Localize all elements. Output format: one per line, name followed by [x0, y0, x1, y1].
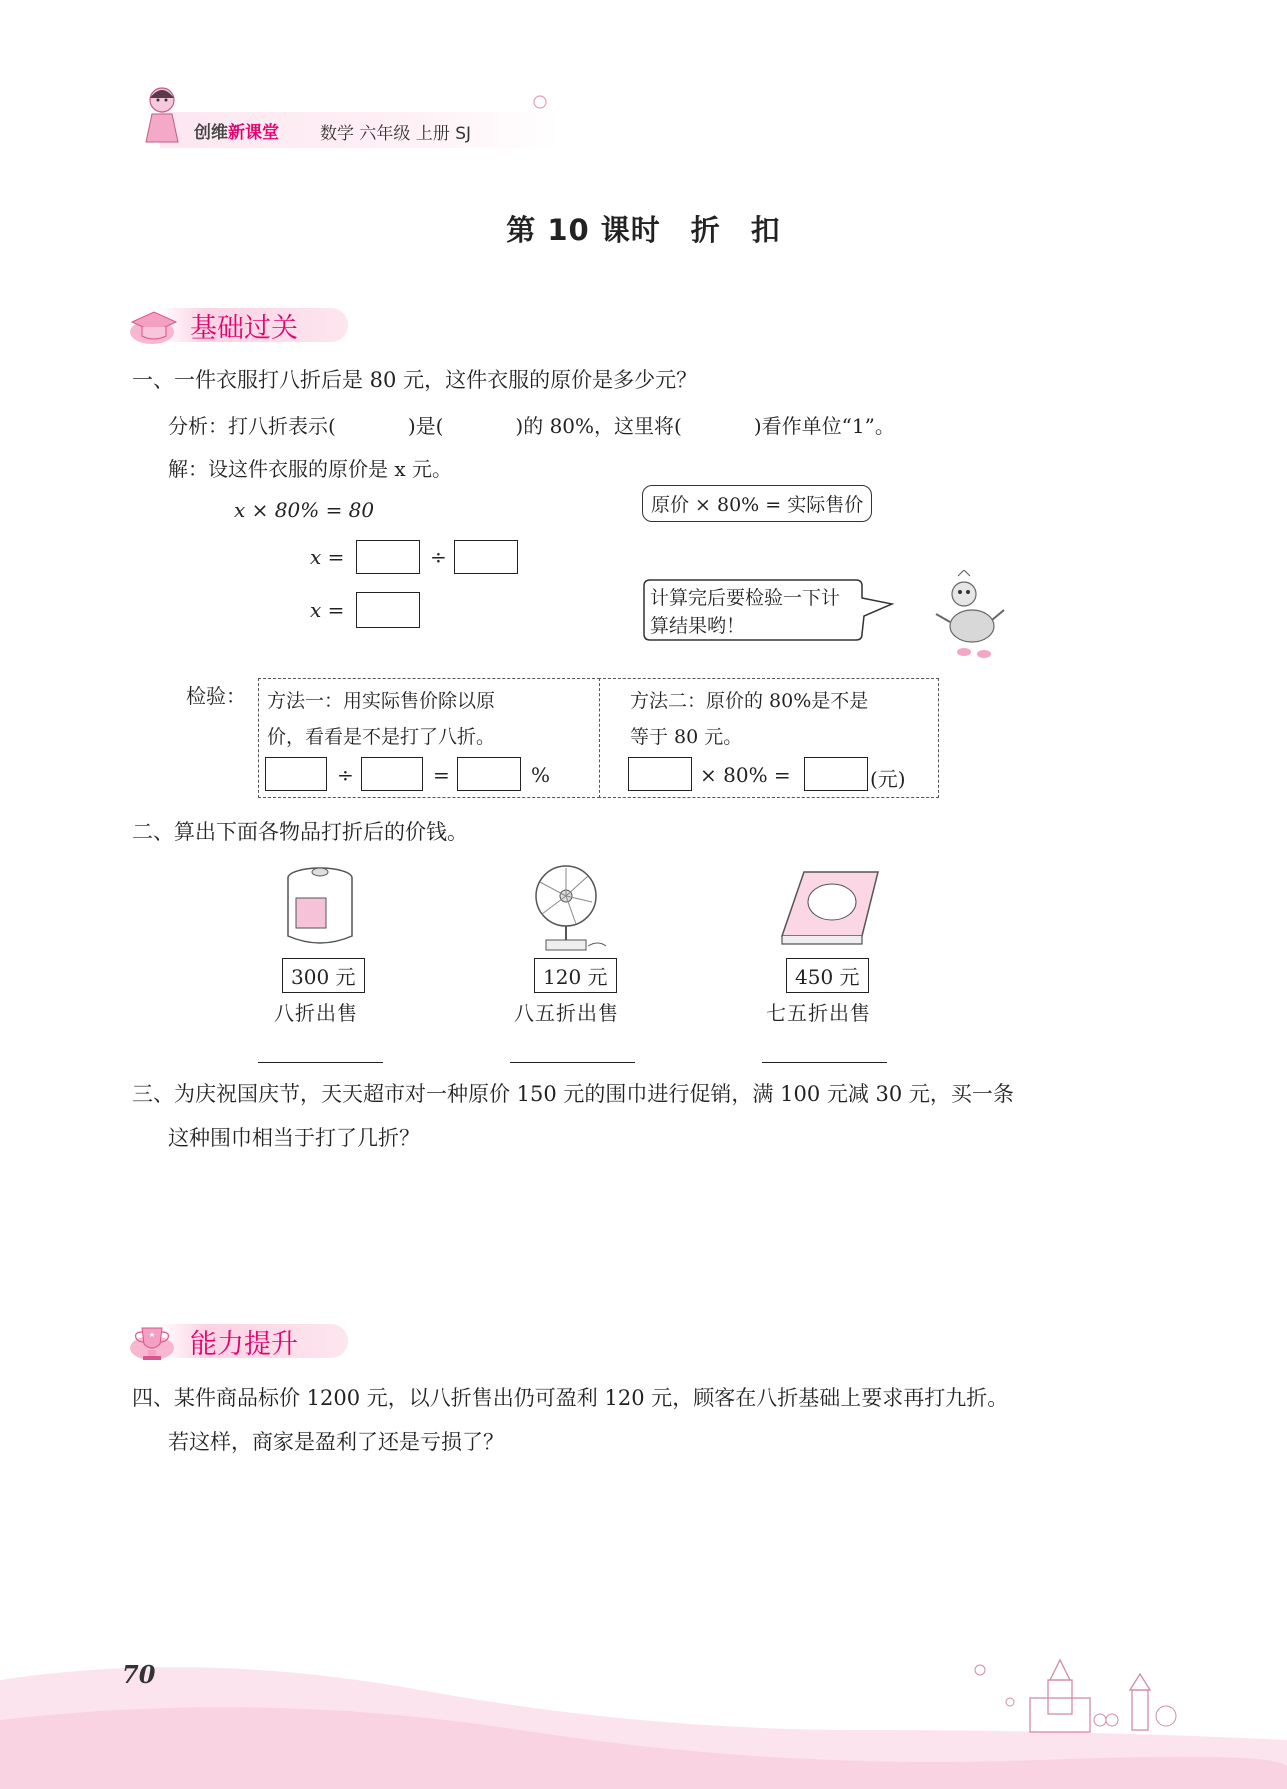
graduation-cap-icon [128, 306, 180, 346]
answer-line[interactable] [762, 1060, 887, 1063]
price-tag: 450 元 [786, 958, 869, 993]
section-banner-advanced [128, 1314, 358, 1364]
answer-box[interactable] [454, 540, 518, 574]
answer-box[interactable] [457, 757, 521, 791]
answer-box[interactable] [628, 757, 692, 791]
check-hint-bubble [642, 578, 904, 644]
q1-equation-3-label: x = [310, 598, 345, 622]
unit-yuan: (元) [870, 767, 906, 791]
q2-text: 二、算出下面各物品打折后的价钱。 [132, 820, 468, 844]
answer-box[interactable] [361, 757, 423, 791]
mascot-character-icon [928, 570, 1010, 666]
check-hint-line-1: 计算完后要检验一下计 [650, 587, 841, 609]
check-hint-line-2: 算结果哟！ [650, 615, 746, 637]
rice-cooker-icon [280, 862, 360, 948]
header-brand: 创维新课堂 [194, 123, 279, 143]
answer-box[interactable] [265, 757, 327, 791]
castle-illustration-icon [960, 1650, 1190, 1740]
divide-sign: ÷ [337, 763, 354, 787]
q1-analysis: 分析：打八折表示( )是( )的 80%，这里将( )看作单位“1”。 [168, 414, 895, 438]
answer-box[interactable] [356, 592, 420, 628]
induction-cooker-icon [778, 868, 882, 950]
answer-box[interactable] [804, 757, 868, 791]
q3-line-1: 三、为庆祝国庆节，天天超市对一种原价 150 元的围巾进行促销，满 100 元减 30 元，买一条 [132, 1082, 1014, 1106]
q3-answer-area[interactable] [168, 1160, 1118, 1290]
q1-solve: 解：设这件衣服的原价是 x 元。 [168, 457, 452, 481]
method-2-line-1: 方法二：原价的 80%是不是 [630, 690, 869, 712]
q1-equation-2-label: x = [310, 545, 345, 569]
discount-label: 七五折出售 [766, 1001, 871, 1025]
formula-hint-bubble: 原价 × 80% = 实际售价 [642, 485, 872, 522]
equals-sign: = [433, 763, 450, 787]
method-2-line-2: 等于 80 元。 [630, 726, 743, 748]
divide-sign: ÷ [430, 545, 447, 569]
q1-text: 一、一件衣服打八折后是 80 元，这件衣服的原价是多少元？ [132, 368, 698, 392]
answer-line[interactable] [258, 1060, 383, 1063]
section-banner-basics [128, 298, 358, 348]
price-tag: 120 元 [534, 958, 617, 993]
price-tag: 300 元 [282, 958, 365, 993]
page-header [130, 82, 550, 154]
q1-equation-1: x × 80% = 80 [234, 498, 375, 522]
q4-answer-area[interactable] [168, 1466, 1118, 1626]
q3-line-2: 这种围巾相当于打了几折？ [168, 1126, 420, 1150]
q4-line-1: 四、某件商品标价 1200 元，以八折售出仍可盈利 120 元，顾客在八折基础上要求再打九折。 [132, 1386, 1009, 1410]
percent-sign: % [531, 763, 551, 787]
discount-label: 八折出售 [274, 1001, 358, 1025]
page-number: 70 [122, 1660, 156, 1689]
check-label: 检验： [186, 684, 246, 708]
method-1-line-1: 方法一：用实际售价除以原 [267, 690, 496, 712]
discount-label: 八五折出售 [514, 1001, 619, 1025]
flower-icon [530, 92, 550, 112]
q4-line-2: 若这样，商家是盈利了还是亏损了？ [168, 1430, 504, 1454]
section-label: 能力提升 [190, 1329, 298, 1360]
lesson-title: 第 10 课时 折 扣 [506, 213, 781, 247]
header-subtitle: 数学 六年级 上册 SJ [320, 124, 472, 144]
multiply-80-percent: × 80% = [700, 763, 791, 787]
trophy-icon [128, 1322, 180, 1362]
electric-fan-icon [526, 862, 612, 954]
answer-line[interactable] [510, 1060, 635, 1063]
girl-mascot-icon [130, 82, 190, 154]
method-1-line-2: 价，看看是不是打了八折。 [267, 726, 496, 748]
section-label: 基础过关 [190, 313, 298, 344]
method-2-box [598, 678, 939, 798]
method-1-box [258, 678, 600, 798]
answer-box[interactable] [356, 540, 420, 574]
